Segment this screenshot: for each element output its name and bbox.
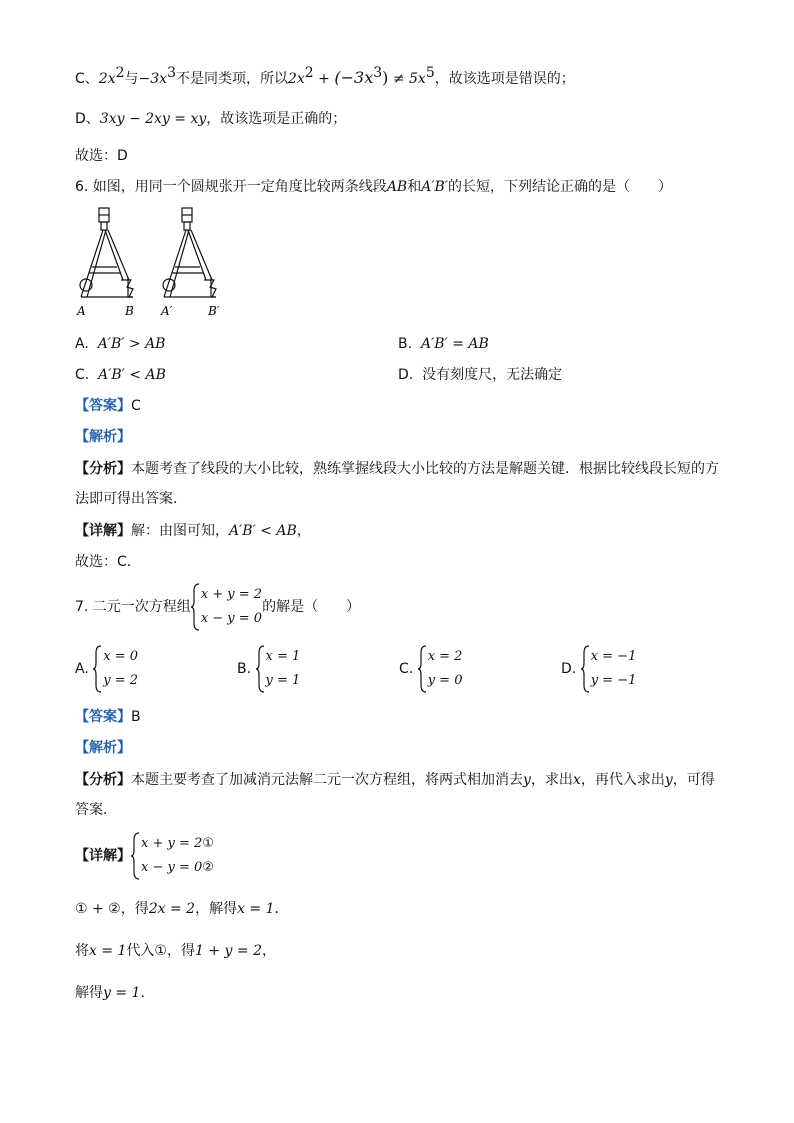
q6-analysis-tag xyxy=(75,427,131,447)
step-punct: ， xyxy=(262,943,276,959)
analysis-tag: 【解析】 xyxy=(75,740,131,756)
q7-step-1 xyxy=(75,899,289,919)
step-expr: x = 1 xyxy=(89,943,127,959)
equation-1: x + y = 2 xyxy=(141,836,203,851)
equation-2: x − y = 0 xyxy=(141,860,203,875)
var-x: x xyxy=(572,772,581,788)
paren-close: ) xyxy=(382,68,389,87)
q7-fenxi-line-1 xyxy=(75,770,715,790)
q7-step-2 xyxy=(75,941,276,961)
plus-sign: + xyxy=(313,71,335,87)
equation-2: y = 0 xyxy=(427,673,463,688)
fenxi-text: ，可得 xyxy=(672,772,715,788)
text-not-like-terms: 不是同类项，所以 xyxy=(175,71,288,87)
answer-tag: 【答案】 xyxy=(75,398,131,414)
step-text: 解得 xyxy=(75,985,103,1001)
q7-analysis-tag xyxy=(75,738,131,758)
q6-detail xyxy=(75,521,311,541)
q7-step-3 xyxy=(75,983,154,1003)
circled-1: ① xyxy=(202,836,214,851)
paren-term: (−3x xyxy=(334,68,374,87)
step-expr: y = 1 xyxy=(103,985,141,1001)
right-compass xyxy=(163,208,216,297)
option-label: D. xyxy=(561,661,577,677)
option-system xyxy=(418,645,463,693)
fenxi-tag: 【分析】 xyxy=(75,461,131,477)
equation-1: x = 2 xyxy=(427,649,463,664)
exponent: 3 xyxy=(373,65,383,81)
compass-figure xyxy=(75,205,245,320)
q7-fenxi-line-2: 答案． xyxy=(75,802,117,818)
option-system xyxy=(93,645,138,693)
equation-2: y = 1 xyxy=(265,673,301,688)
option-expr: A′B′ > AB xyxy=(97,336,166,352)
detail-expr: A′B′ < AB xyxy=(229,523,297,539)
exponent: 5 xyxy=(425,65,435,81)
equation-1: x + y = 2 xyxy=(200,587,263,602)
brace-icon xyxy=(581,645,591,693)
step-text: ，得 xyxy=(120,901,149,917)
fenxi-text: 本题主要考查了加减消元法解二元一次方程组，将两式相加消去 xyxy=(131,772,523,788)
step-expr: 2x = 2 xyxy=(148,901,196,917)
equation-1: x = 1 xyxy=(265,649,301,664)
step-expr: x = 1 xyxy=(237,901,275,917)
q6-option-b xyxy=(398,334,489,354)
q7-option-c xyxy=(399,645,462,695)
label-a-prime: A′ xyxy=(161,304,173,318)
option-c-prefix: C、 xyxy=(75,71,99,87)
q7-text: 7. 二元一次方程组 xyxy=(75,599,191,615)
brace-icon xyxy=(131,832,141,880)
brace-icon xyxy=(256,645,266,693)
term-2x2: 2x xyxy=(98,71,116,87)
label-b-prime: B′ xyxy=(208,304,220,318)
brace-icon xyxy=(418,645,428,693)
step-text: ，解得 xyxy=(195,901,238,917)
q6-text-tail: 的长短，下列结论正确的是（ ） xyxy=(447,179,672,195)
text-and: 和 xyxy=(407,179,422,195)
text-with: 与 xyxy=(124,71,139,87)
option-system xyxy=(256,645,301,693)
q6-option-d xyxy=(398,365,562,385)
answer-tag: 【答案】 xyxy=(75,709,131,725)
option-expr: A′B′ < AB xyxy=(98,367,166,383)
xiangjie-tag: 【详解】 xyxy=(75,523,131,539)
option-label: B. xyxy=(398,336,413,352)
option-c-explanation xyxy=(75,65,575,89)
step-text: 代入①，得 xyxy=(126,943,195,959)
option-label: A. xyxy=(75,661,89,677)
exponent: 2 xyxy=(115,65,125,81)
q7-option-a xyxy=(75,645,138,695)
fenxi-text: 本题考查了线段的大小比较，熟练掌握线段大小比较的方法是解题关键．根据比较线段长短的方 xyxy=(131,461,719,477)
q6-choose: 故选：C． xyxy=(75,554,141,570)
q7-system xyxy=(191,583,262,631)
neq-term: ≠ 5x xyxy=(388,71,426,87)
exponent: 2 xyxy=(304,65,314,81)
left-compass xyxy=(80,208,133,297)
option-label: C. xyxy=(75,367,90,383)
q6-text: 6. 如图，用同一个圆规张开一定角度比较两条线段 xyxy=(75,179,387,195)
segment-apbp: A′B′ xyxy=(421,179,448,195)
option-text: 没有刻度尺，无法确定 xyxy=(422,367,563,383)
option-d-prefix: D、 xyxy=(75,111,100,127)
xiangjie-tag: 【详解】 xyxy=(75,848,131,864)
fenxi-text: ，再代入求出 xyxy=(580,772,665,788)
equation-2: x − y = 0 xyxy=(200,611,263,626)
var-y: y xyxy=(664,772,673,788)
detail-text: 解：由图可知， xyxy=(131,523,229,539)
option-label: D. xyxy=(398,367,414,383)
term-neg3x3: −3x xyxy=(138,71,168,87)
circled-2: ② xyxy=(202,860,214,875)
q6-option-c xyxy=(75,365,166,385)
detail-system xyxy=(131,832,214,880)
label-b: B xyxy=(125,304,134,318)
option-system xyxy=(581,645,637,693)
step-expr: 1 + y = 2 xyxy=(195,943,262,959)
fenxi-text: ，求出 xyxy=(530,772,573,788)
option-label: B. xyxy=(237,661,252,677)
step-punct: ． xyxy=(140,985,155,1001)
text-wrong: ，故该选项是错误的； xyxy=(434,71,575,87)
equation-2: y = −1 xyxy=(590,673,637,688)
expr-3xy: 3xy − 2xy = xy xyxy=(99,111,207,127)
text-correct: ，故该选项是正确的； xyxy=(206,111,347,127)
exponent: 3 xyxy=(167,65,176,81)
expr-term: 2x xyxy=(287,71,305,87)
q6-fenxi-line-1 xyxy=(75,459,719,479)
brace-icon xyxy=(93,645,103,693)
option-label: A. xyxy=(75,336,89,352)
equation-2: y = 2 xyxy=(103,673,139,688)
q7-option-d xyxy=(561,645,636,695)
q7-answer xyxy=(75,707,141,727)
q7-detail xyxy=(75,832,214,882)
step-text: 将 xyxy=(75,943,89,959)
detail-punct: ， xyxy=(296,523,311,539)
brace-icon xyxy=(191,583,201,631)
fenxi-tag: 【分析】 xyxy=(75,772,131,788)
q6-answer xyxy=(75,396,141,416)
question-6-stem xyxy=(75,177,672,197)
var-y: y xyxy=(523,772,531,788)
answer-value: C xyxy=(131,398,141,414)
step-punct: ． xyxy=(274,901,289,917)
option-expr: A′B′ = AB xyxy=(420,336,489,352)
label-a: A xyxy=(77,304,86,318)
segment-ab: AB xyxy=(386,179,408,195)
step-expr: ① + ② xyxy=(75,901,121,917)
q7-option-b xyxy=(237,645,300,695)
option-label: C. xyxy=(399,661,414,677)
answer-value: B xyxy=(131,709,141,725)
choose-d: 故选：D xyxy=(75,148,128,164)
q6-option-a xyxy=(75,334,165,354)
equation-1: x = 0 xyxy=(103,649,138,664)
q6-fenxi-line-2: 法即可得出答案． xyxy=(75,491,187,507)
option-d-explanation xyxy=(75,109,346,129)
analysis-tag: 【解析】 xyxy=(75,429,131,445)
question-7-stem xyxy=(75,583,360,633)
equation-1: x = −1 xyxy=(590,649,637,664)
q7-text-tail: 的解是（ ） xyxy=(262,599,361,615)
